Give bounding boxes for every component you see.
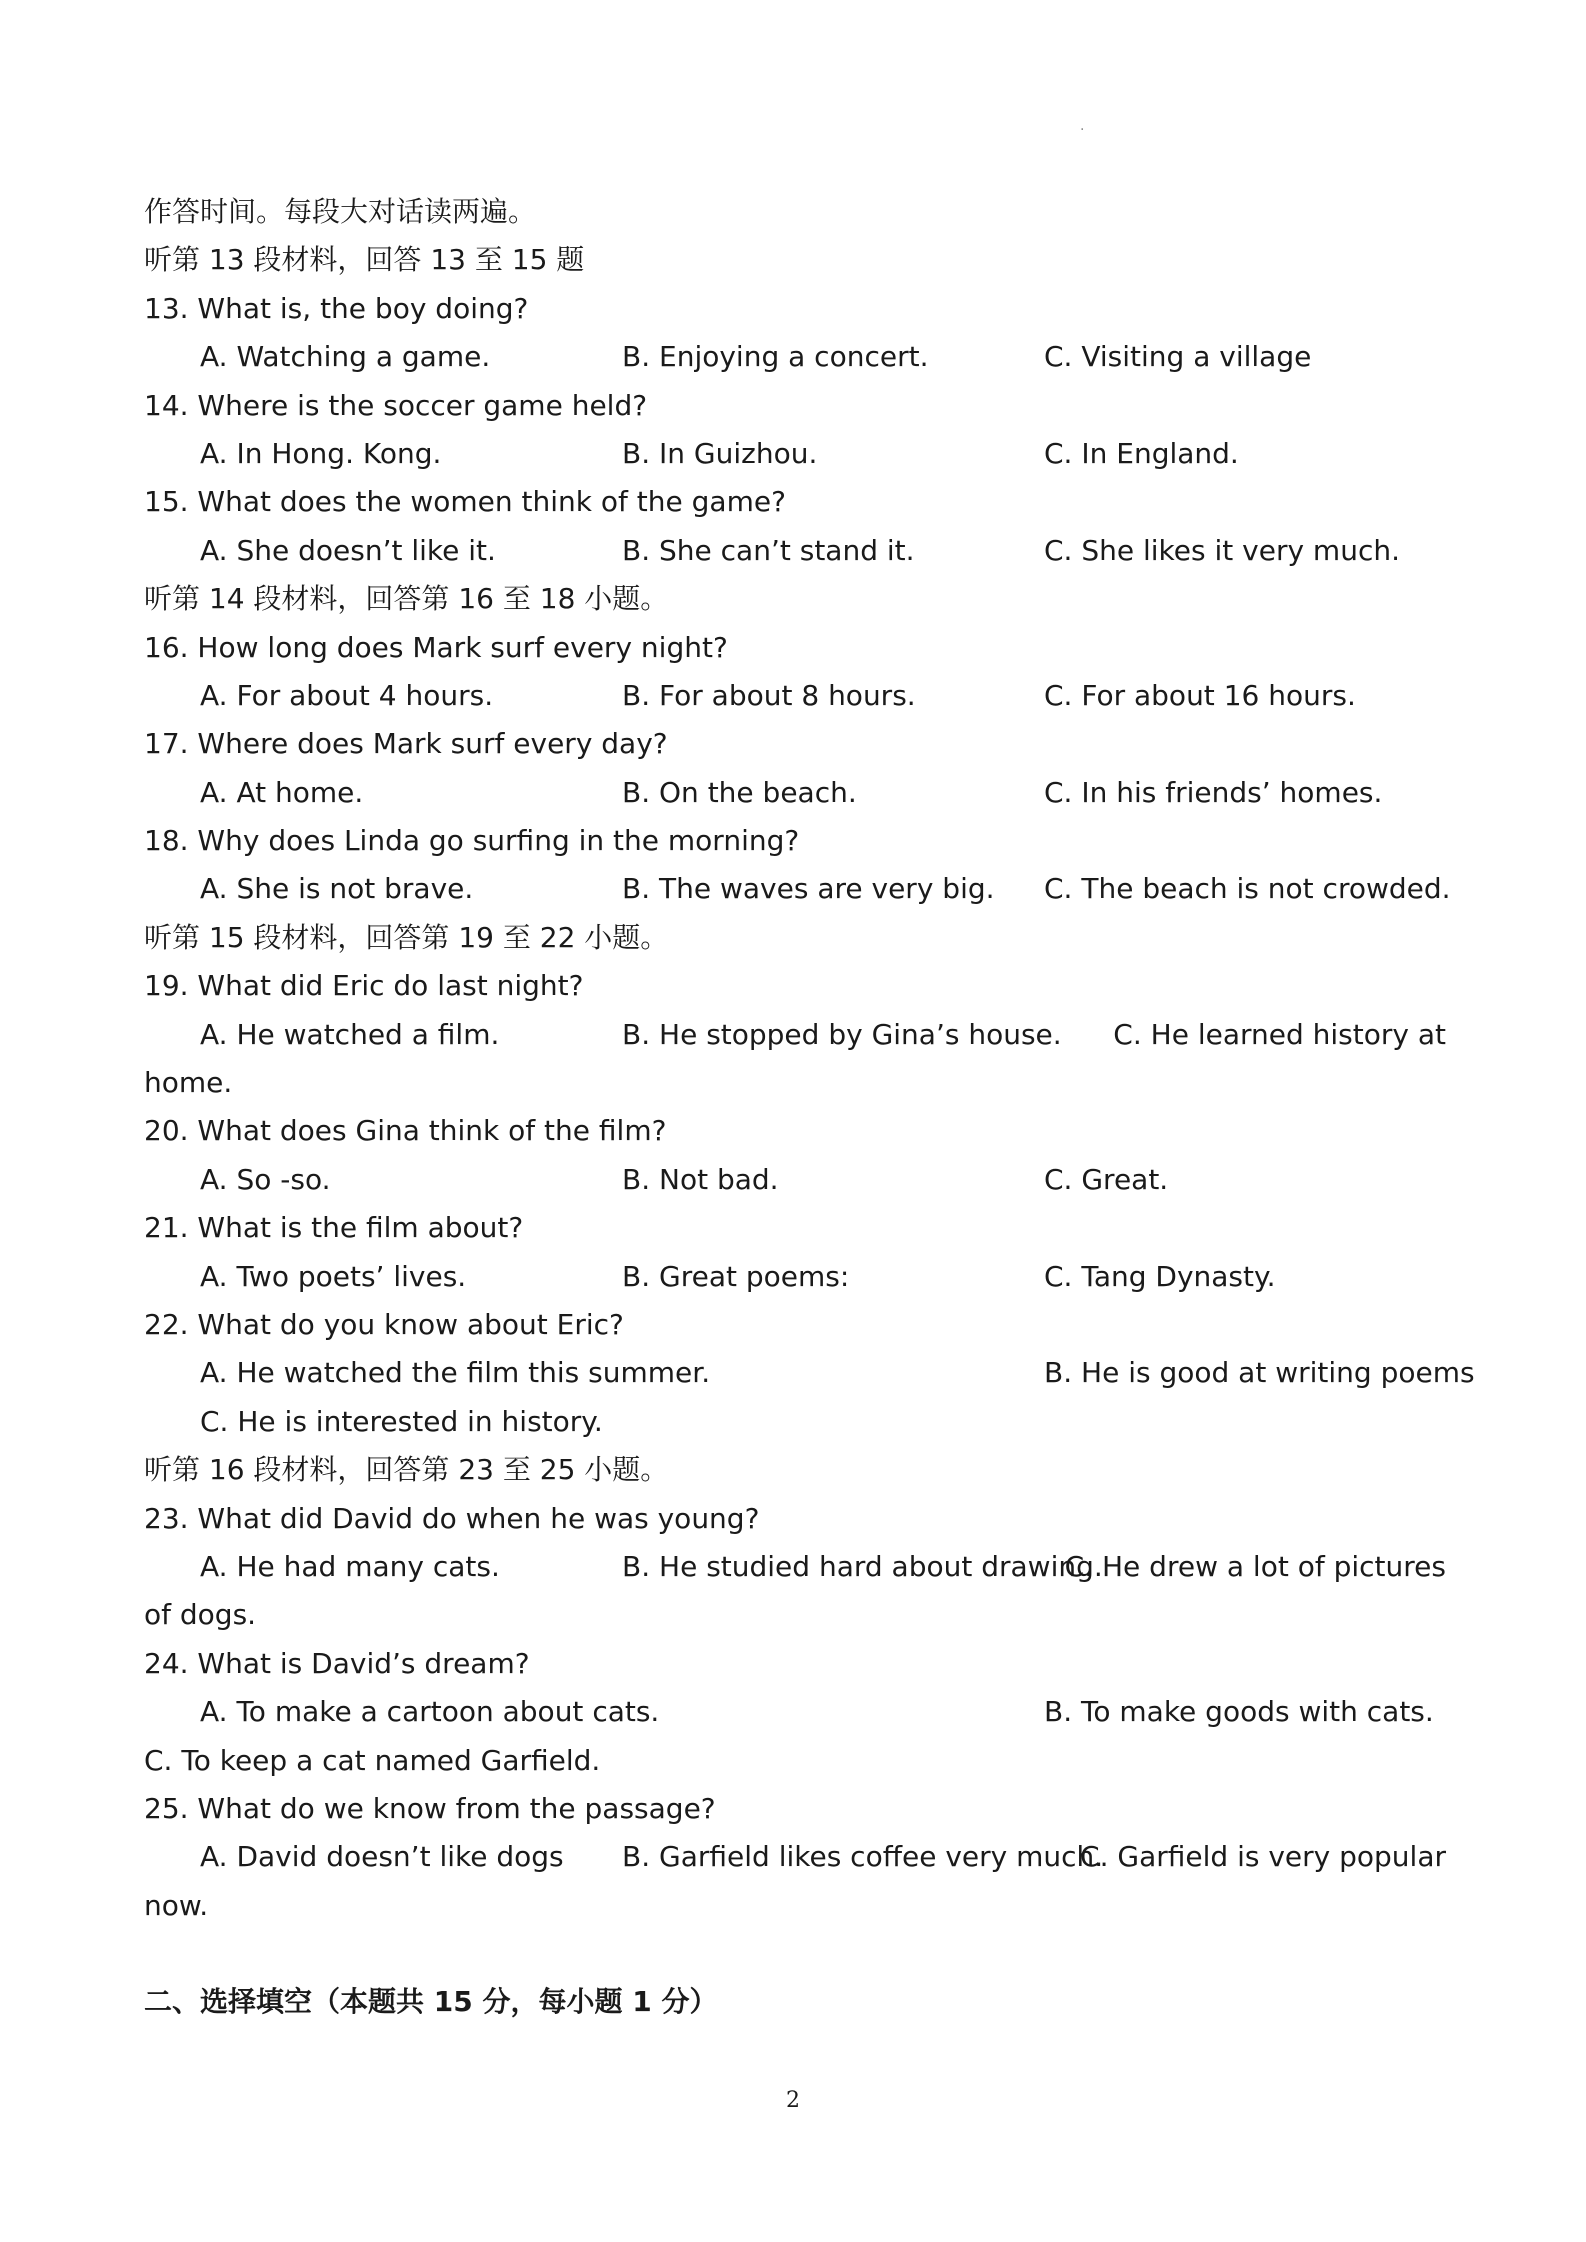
option-a: A. At home. <box>200 775 364 809</box>
question-text: 21. What is the film about? <box>144 1211 524 1245</box>
answer-options <box>144 333 1446 381</box>
option-c: C. Great. <box>1044 1162 1169 1196</box>
question-text: 17. Where does Mark surf every day? <box>144 727 668 761</box>
answer-options <box>144 672 1446 720</box>
option-c: C. Tang Dynasty. <box>1044 1259 1276 1293</box>
question-text: 18. Why does Linda go surfing in the morning? <box>144 824 800 858</box>
question-text: 22. What do you know about Eric? <box>144 1307 624 1341</box>
option-a: A. He had many cats. <box>200 1549 500 1583</box>
answer-options <box>144 430 1446 478</box>
option-a: A. He watched the film this summer. <box>200 1356 711 1390</box>
answer-options <box>144 1688 1446 1736</box>
answer-options <box>144 1349 1475 1397</box>
section-instruction: 作答时间。每段大对话读两遍。 <box>144 195 537 228</box>
question-text: C. To keep a cat named Garfield. <box>144 1743 601 1777</box>
answer-options <box>144 1833 1446 1881</box>
scan-mark: . <box>1080 118 1085 134</box>
option-a: A. For about 4 hours. <box>200 678 494 712</box>
option-a: A. In Hong. Kong. <box>200 436 442 470</box>
question-text: 14. Where is the soccer game held? <box>144 388 648 422</box>
section-instruction: 听第 13 段材料，回答 13 至 15 题 <box>144 243 585 277</box>
option-b: B. He studied hard about drawing. <box>622 1549 1103 1583</box>
exam-content <box>144 188 1475 2026</box>
question-text: 23. What did David do when he was young? <box>144 1501 760 1535</box>
question-text: 15. What does the women think of the game? <box>144 485 786 519</box>
question-text: home. <box>144 1066 233 1100</box>
option-b: B. He stopped by Gina’s house. <box>622 1017 1062 1051</box>
option-a: A. To make a cartoon about cats. <box>200 1695 660 1729</box>
option-c: C. He drew a lot of pictures <box>1064 1549 1446 1583</box>
section-heading: 二、选择填空（本题共 15 分，每小题 1 分） <box>144 1985 718 2019</box>
answer-options <box>144 865 1451 913</box>
option-a: A. Watching a game. <box>200 340 491 374</box>
option-c: C. He is interested in history. <box>200 1404 603 1438</box>
option-a: A. He watched a film. <box>200 1017 500 1051</box>
option-b: B. For about 8 hours. <box>622 678 916 712</box>
option-b: B. The waves are very big. <box>622 872 995 906</box>
page-number: 2 <box>786 2088 800 2113</box>
option-a: A. She doesn’t like it. <box>200 533 496 567</box>
option-b: B. He is good at writing poems <box>1044 1356 1475 1390</box>
option-a: A. David doesn’t like dogs <box>200 1840 564 1874</box>
option-b: B. On the beach. <box>622 775 857 809</box>
option-b: B. Garfield likes coffee very much. <box>622 1840 1104 1874</box>
spacer <box>144 1930 1446 1978</box>
option-c: C. For about 16 hours. <box>1044 678 1356 712</box>
option-b: B. To make goods with cats. <box>1044 1695 1434 1729</box>
section-instruction: 听第 14 段材料，回答第 16 至 18 小题。 <box>144 582 669 616</box>
answer-options <box>144 1253 1446 1301</box>
option-c: C. The beach is not crowded. <box>1044 872 1451 906</box>
option-c: C. He learned history at <box>1113 1017 1446 1051</box>
option-b: B. She can’t stand it. <box>622 533 915 567</box>
option-a: A. She is not brave. <box>200 872 474 906</box>
option-c: C. In his friends’ homes. <box>1044 775 1383 809</box>
option-a: A. So -so. <box>200 1162 331 1196</box>
question-text: 24. What is David’s dream? <box>144 1646 530 1680</box>
question-text: of dogs. <box>144 1598 257 1632</box>
answer-options <box>144 1011 1446 1059</box>
option-b: B. Not bad. <box>622 1162 779 1196</box>
option-b: B. In Guizhou. <box>622 436 818 470</box>
answer-options <box>144 527 1446 575</box>
question-text: 19. What did Eric do last night? <box>144 969 584 1003</box>
answer-options <box>144 1156 1446 1204</box>
question-text: 25. What do we know from the passage? <box>144 1791 716 1825</box>
section-instruction: 听第 16 段材料，回答第 23 至 25 小题。 <box>144 1453 669 1487</box>
answer-options <box>144 1543 1446 1591</box>
answer-options <box>144 769 1446 817</box>
question-text: 16. How long does Mark surf every night? <box>144 630 728 664</box>
option-c: C. Visiting a village <box>1044 340 1312 374</box>
question-text: 20. What does Gina think of the film? <box>144 1114 667 1148</box>
option-c: C. She likes it very much. <box>1044 533 1400 567</box>
option-b: B. Great poems: <box>622 1259 850 1293</box>
option-c: C. Garfield is very popular <box>1080 1840 1446 1874</box>
section-instruction: 听第 15 段材料，回答第 19 至 22 小题。 <box>144 920 669 954</box>
option-a: A. Two poets’ lives. <box>200 1259 467 1293</box>
question-text: now. <box>144 1888 209 1922</box>
answer-options <box>144 1398 1446 1446</box>
option-b: B. Enjoying a concert. <box>622 340 929 374</box>
question-text: 13. What is, the boy doing? <box>144 291 529 325</box>
option-c: C. In England. <box>1044 436 1239 470</box>
